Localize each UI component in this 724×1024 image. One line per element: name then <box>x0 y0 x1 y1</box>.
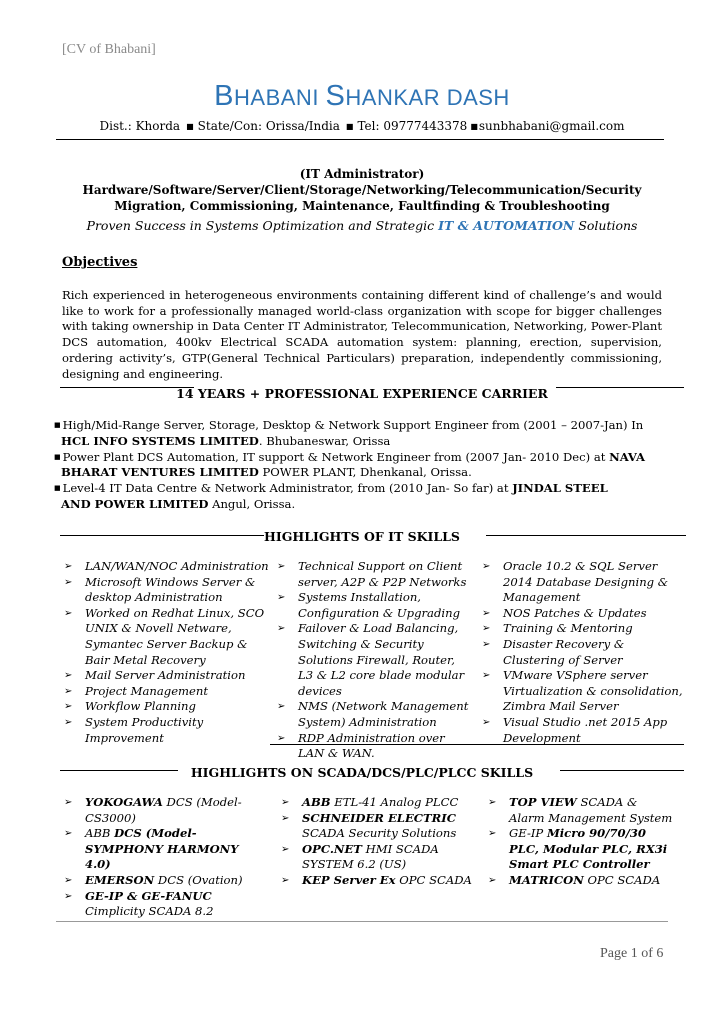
skill-text-pre: ABB <box>85 826 115 841</box>
skill-text: VMware VSphere server Virtualization & consolidation, Zimbra Mail Server <box>503 668 683 714</box>
candidate-name <box>0 80 724 113</box>
skill-text-post: SCADA & Alarm Management System <box>509 795 673 825</box>
skill-text-bold: GE-IP & GE-FANUC <box>85 888 212 903</box>
name-last-initial: S <box>325 80 346 112</box>
arrow-bullet-icon: ➢ <box>281 797 290 808</box>
exp-company: NAVA <box>609 449 645 464</box>
experience-heading: 14 YEARS + PROFESSIONAL EXPERIENCE CARRIER <box>176 386 548 401</box>
skill-item <box>60 873 260 889</box>
skill-text-post: SCADA Security Solutions <box>302 826 457 841</box>
skill-item <box>478 621 688 637</box>
arrow-bullet-icon: ➢ <box>64 685 73 697</box>
skill-item <box>273 621 473 699</box>
skill-text: Worked on Redhat Linux, SCO UNIX & Novell Netware, Symantec Server Backup & Bair Metal Recovery <box>85 605 265 667</box>
experience-item <box>54 418 674 450</box>
name-first-rest: HABANI <box>234 85 326 110</box>
skill-item <box>60 715 270 746</box>
exp-company-cont: BHARAT VENTURES LIMITED <box>61 465 259 480</box>
proven-post: Solutions <box>574 218 638 233</box>
contact-district: Dist.: Khorda <box>99 119 181 133</box>
arrow-bullet-icon: ➢ <box>277 592 286 604</box>
skill-item <box>60 606 270 668</box>
skill-text-bold: ABB <box>302 795 331 809</box>
arrow-bullet-icon: ➢ <box>277 561 286 572</box>
skill-text: NMS (Network Management System) Administration <box>298 699 469 729</box>
skill-text-bold: SCHNEIDER ELECTRIC <box>302 810 456 825</box>
skill-text-bold: DCS (Model-SYMPHONY HARMONY 4.0) <box>85 826 239 872</box>
skill-text-bold: KEP Server Ex <box>302 872 396 887</box>
skill-text: Mail Server Administration <box>85 668 246 683</box>
skill-text-post: DCS (Ovation) <box>154 872 243 887</box>
skill-item <box>277 873 477 889</box>
skill-text: Oracle 10.2 & SQL Server 2014 Database Designing & Management <box>503 559 669 605</box>
arrow-bullet-icon: ➢ <box>277 732 286 744</box>
skill-text-post: HMI SCADA SYSTEM 6.2 (US) <box>302 841 439 872</box>
name-last-rest: HANKAR DASH <box>345 85 510 110</box>
proven-pre: Proven Success in Systems Optimization and Strategic <box>86 218 439 233</box>
bullet-square-icon: ■ <box>470 122 478 131</box>
name-first-initial: B <box>214 80 235 112</box>
proven-highlight: IT & AUTOMATION <box>438 218 575 233</box>
skill-item <box>273 590 473 621</box>
skill-text: Visual Studio .net 2015 App Development <box>503 714 668 745</box>
arrow-bullet-icon: ➢ <box>64 890 73 902</box>
exp-company: JINDAL STEEL <box>512 481 608 496</box>
arrow-bullet-icon: ➢ <box>488 797 497 808</box>
role-line-1: Hardware/Software/Server/Client/Storage/Networking/Telecommunication/Security <box>82 183 642 197</box>
arrow-bullet-icon: ➢ <box>488 828 497 840</box>
skill-item <box>273 699 473 730</box>
arrow-bullet-icon: ➢ <box>482 623 491 635</box>
exp-location: POWER PLANT, Dhenkanal, Orissa. <box>258 465 472 480</box>
skill-text-post: OPC SCADA <box>583 872 661 887</box>
it-skills-bottom-rule <box>270 744 684 745</box>
skill-text-bold: Micro 90/70/30 PLC, Modular PLC, RX3i Smart PLC Controller <box>509 826 668 872</box>
exp-text: Power Plant DCS Automation, IT support & Network Engineer from (2007 Jan- 2010 Dec) at <box>62 449 610 464</box>
skill-text: LAN/WAN/NOC Administration <box>85 559 269 573</box>
contact-email[interactable]: sunbhabani@gmail.com <box>478 119 625 133</box>
role-title: (IT Administrator) <box>299 167 425 181</box>
skill-text: Systems Installation, Configuration & Upgrading <box>298 590 460 620</box>
arrow-bullet-icon: ➢ <box>482 561 491 572</box>
objectives-heading: Objectives <box>62 255 138 270</box>
role-line-2: Migration, Commissioning, Maintenance, Faultfinding & Troubleshooting <box>114 199 610 213</box>
skill-text: Project Management <box>85 683 209 698</box>
exp-text: Level-4 IT Data Centre & Network Administrator, from (2010 Jan- So far) at <box>62 481 513 496</box>
skill-text: System Productivity Improvement <box>85 714 204 745</box>
skill-item <box>273 559 473 590</box>
exp-location: Angul, Orissa. <box>208 496 296 511</box>
skill-text: RDP Administration over LAN & WAN. <box>298 730 445 761</box>
skill-item <box>60 668 270 684</box>
proven-success-line <box>0 218 724 233</box>
skill-item <box>60 826 260 873</box>
skill-text: Workflow Planning <box>85 699 196 714</box>
skill-text: Failover & Load Balancing, Switching & Security Solutions Firewall, Router, L3 & L2 core blade modular devices <box>298 621 465 698</box>
arrow-bullet-icon: ➢ <box>482 638 491 650</box>
arrow-bullet-icon: ➢ <box>64 576 73 588</box>
arrow-bullet-icon: ➢ <box>281 843 290 855</box>
arrow-bullet-icon: ➢ <box>64 607 73 619</box>
arrow-bullet-icon: ➢ <box>482 670 491 682</box>
arrow-bullet-icon: ➢ <box>64 716 73 728</box>
skill-text-pre: GE-IP <box>509 826 547 841</box>
experience-item <box>54 481 674 513</box>
exp-location: . Bhubaneswar, Orissa <box>258 433 391 448</box>
skill-text-bold: MATRICON <box>509 872 584 887</box>
skill-item <box>478 715 688 746</box>
skill-item <box>484 826 674 873</box>
skill-item <box>60 575 270 606</box>
skill-text-post: Cimplicity SCADA 8.2 <box>85 904 214 919</box>
skill-item <box>60 699 270 715</box>
contact-line <box>0 119 724 133</box>
page-number: Page 1 of 6 <box>600 946 664 961</box>
skill-text-post: OPC SCADA <box>395 872 472 887</box>
arrow-bullet-icon: ➢ <box>64 670 73 682</box>
arrow-bullet-icon: ➢ <box>281 874 290 886</box>
header-tag: [CV of Bhabani] <box>62 42 156 57</box>
arrow-bullet-icon: ➢ <box>64 874 73 886</box>
skill-text-bold: OPC.NET <box>302 841 362 856</box>
skill-item <box>478 668 688 715</box>
skill-text-bold: TOP VIEW <box>509 795 577 809</box>
exp-company: HCL INFO SYSTEMS LIMITED <box>61 433 259 448</box>
bullet-square-icon: ■ <box>186 122 194 131</box>
it-skills-col-1 <box>60 559 270 746</box>
arrow-bullet-icon: ➢ <box>64 828 73 840</box>
arrow-bullet-icon: ➢ <box>277 623 286 635</box>
it-skills-col-3 <box>478 559 688 746</box>
experience-list <box>54 418 674 513</box>
arrow-bullet-icon: ➢ <box>64 701 73 713</box>
it-skills-heading: HIGHLIGHTS OF IT SKILLS <box>264 529 460 544</box>
skill-item <box>277 842 477 873</box>
skill-text-bold: EMERSON <box>85 872 155 887</box>
contact-state: State/Con: Orissa/India <box>197 119 340 133</box>
bullet-square-icon: ■ <box>54 421 61 430</box>
skill-item <box>478 559 688 606</box>
scada-skills-col-1 <box>60 795 260 920</box>
footer-divider <box>56 921 668 922</box>
skill-text: Training & Mentoring <box>503 621 633 636</box>
skill-item <box>484 873 674 889</box>
skill-item <box>60 889 260 920</box>
exp-text: High/Mid-Range Server, Storage, Desktop & Network Support Engineer from (2001 – 2007-Jan) In <box>62 418 644 432</box>
skill-item <box>478 637 688 668</box>
scada-skills-heading: HIGHLIGHTS ON SCADA/DCS/PLC/PLCC SKILLS <box>190 765 534 780</box>
arrow-bullet-icon: ➢ <box>281 812 290 824</box>
scada-skills-col-2 <box>277 795 477 889</box>
skill-text: NOS Patches & Updates <box>503 605 647 620</box>
skill-text: Microsoft Windows Server & desktop Administration <box>85 574 256 605</box>
arrow-bullet-icon: ➢ <box>277 701 286 713</box>
header-divider <box>56 139 664 140</box>
skill-text: Disaster Recovery & Clustering of Server <box>503 636 625 667</box>
experience-item <box>54 450 674 482</box>
scada-skills-col-3 <box>484 795 674 889</box>
skill-item <box>277 795 477 811</box>
skill-item <box>60 795 260 826</box>
exp-company-cont: AND POWER LIMITED <box>61 496 209 511</box>
skill-item <box>273 731 473 762</box>
arrow-bullet-icon: ➢ <box>488 874 497 886</box>
skill-text-bold: YOKOGAWA <box>85 795 163 809</box>
arrow-bullet-icon: ➢ <box>482 716 491 728</box>
skill-item <box>60 559 270 575</box>
it-skills-col-2 <box>273 559 473 762</box>
skill-item <box>484 795 674 826</box>
bullet-square-icon: ■ <box>345 122 354 131</box>
objectives-text: Rich experienced in heterogeneous environments containing different kind of challenge’s and would like to work for a professionally managed world-class organization with scope for bigger challenges with taking ownership in Data Center IT Administrator, Telecommunication, Networking, Power-Plant DCS automation, 400kv Electrical SCADA automation system: planning, erection, supervision, ordering activity’s, GTP(General Technical Particulars) preparation, independently commissioning, designing and engineering. <box>62 288 662 381</box>
bullet-square-icon: ■ <box>54 452 61 461</box>
skill-text: Technical Support on Client server, A2P & P2P Networks <box>298 559 467 589</box>
arrow-bullet-icon: ➢ <box>482 607 491 619</box>
skill-item <box>277 811 477 842</box>
skill-item <box>60 684 270 700</box>
bullet-square-icon: ■ <box>54 484 61 493</box>
contact-tel: Tel: 09777443378 <box>357 119 468 133</box>
skill-text-post: DCS (Model-CS3000) <box>85 795 242 825</box>
arrow-bullet-icon: ➢ <box>64 797 73 808</box>
skill-item <box>478 606 688 622</box>
skill-text-post: ETL-41 Analog PLCC <box>330 795 459 809</box>
arrow-bullet-icon: ➢ <box>64 561 73 572</box>
